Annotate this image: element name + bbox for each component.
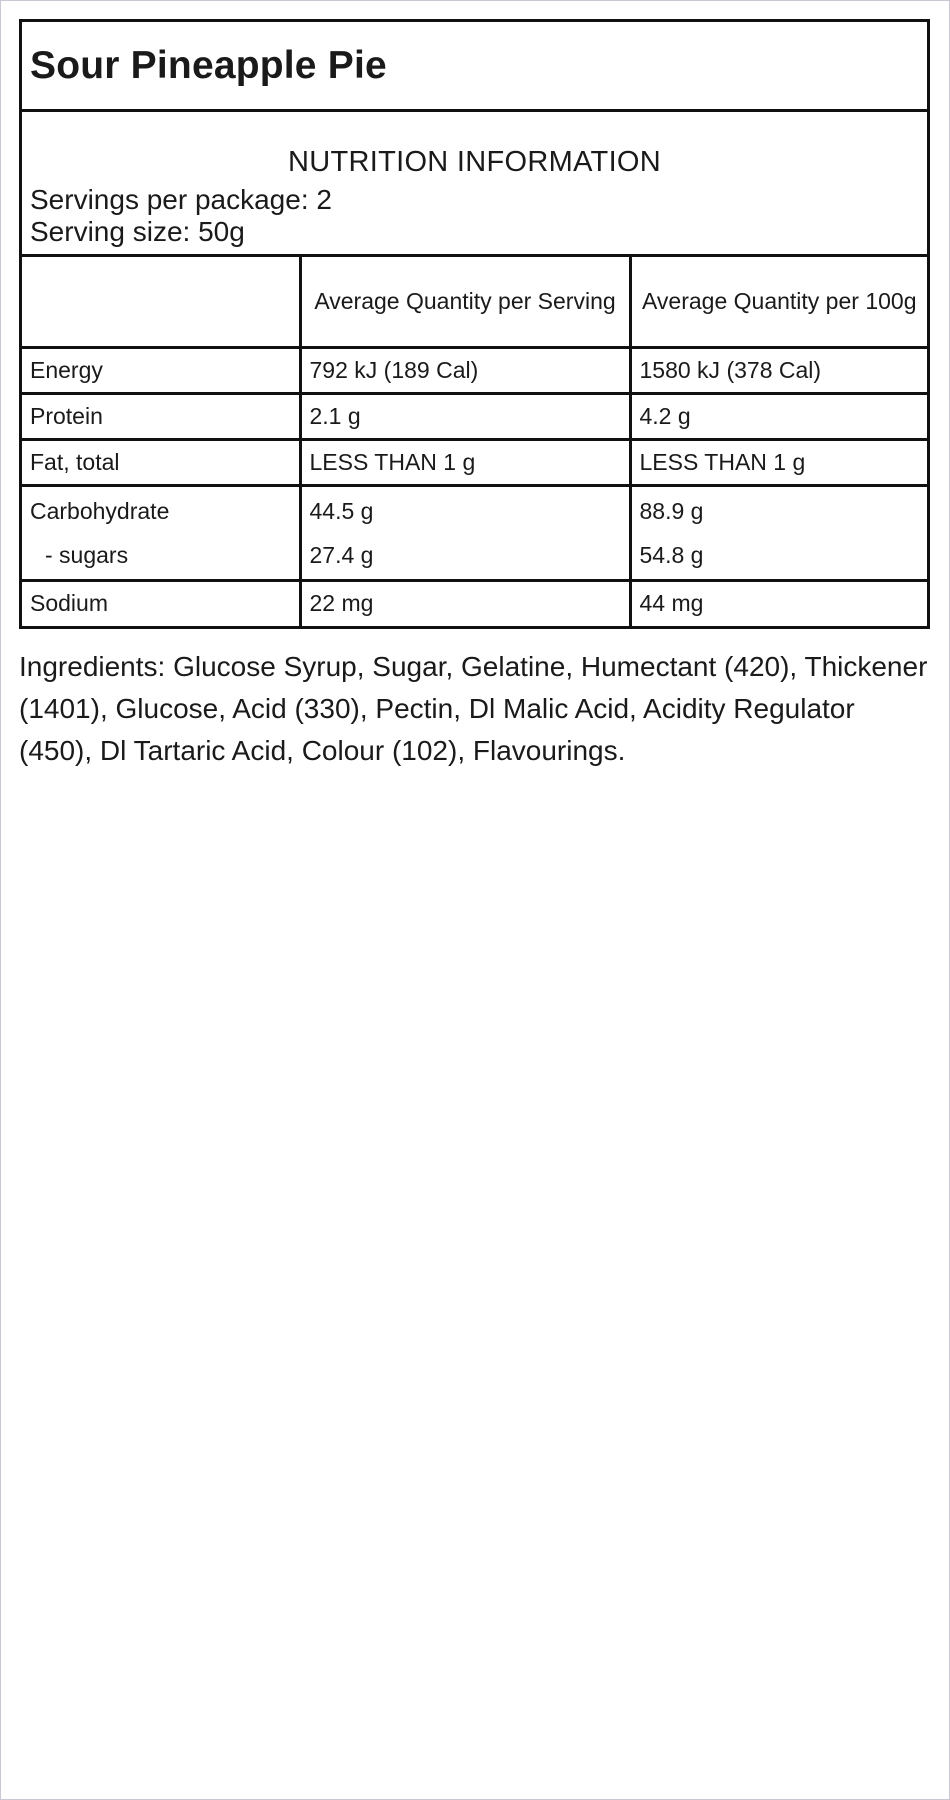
nutrient-label: Protein <box>22 393 300 439</box>
ingredients-text: Ingredients: Glucose Syrup, Sugar, Gelatine, Humectant (420), Thickener (1401), Glucose, Acid (330), Pectin, Dl Malic Acid, Acidity Regulator (450), Dl Tartaric Acid, Colour (102), Flavourings. <box>19 651 928 766</box>
sub-per-100g-value: 54.8 g <box>639 541 704 568</box>
per-100g-value: 88.9 g <box>639 497 704 524</box>
column-header-per-100g: Average Quantity per 100g <box>630 257 927 347</box>
table-row-sodium <box>22 580 927 626</box>
column-header-nutrient <box>22 257 300 347</box>
product-title: Sour Pineapple Pie <box>30 43 387 87</box>
sub-per-serving-value: 27.4 g <box>309 541 374 568</box>
per-serving-value: 792 kJ (189 Cal) <box>300 347 630 393</box>
table-header-row <box>22 257 927 347</box>
servings-per-package: Servings per package: 2 <box>30 184 332 215</box>
per-100g-value: 1580 kJ (378 Cal) <box>630 347 927 393</box>
per-serving-value: 2.1 g <box>300 393 630 439</box>
per-100g-value: 44 mg <box>639 590 704 617</box>
nutrient-label-cell <box>22 485 300 580</box>
per-100g-cell <box>630 485 927 580</box>
serving-size: Serving size: 50g <box>30 216 245 247</box>
per-serving-value: 44.5 g <box>309 497 374 524</box>
table-row-fat-total <box>22 439 927 485</box>
table-row-protein <box>22 393 927 439</box>
per-serving-value: LESS THAN 1 g <box>300 439 630 485</box>
table-row-energy <box>22 347 927 393</box>
nutrient-label: Sodium <box>22 580 300 626</box>
nutrient-label: Carbohydrate <box>30 497 170 524</box>
column-header-per-serving: Average Quantity per Serving <box>300 257 630 347</box>
sub-nutrient-label: - sugars <box>45 541 129 568</box>
per-serving-value: 22 mg <box>300 580 630 626</box>
nutrition-heading: NUTRITION INFORMATION <box>287 146 662 178</box>
nutrition-panel <box>19 19 930 629</box>
title-box <box>22 22 927 112</box>
nutrient-label: Energy <box>22 347 300 393</box>
nutrient-label: Fat, total <box>22 439 300 485</box>
nutrition-table <box>22 257 927 626</box>
table-row-carbohydrate <box>22 485 927 580</box>
per-serving-cell <box>300 485 630 580</box>
nutrition-info-box <box>22 112 927 257</box>
per-100g-value: 4.2 g <box>630 393 927 439</box>
per-100g-value: LESS THAN 1 g <box>630 439 927 485</box>
